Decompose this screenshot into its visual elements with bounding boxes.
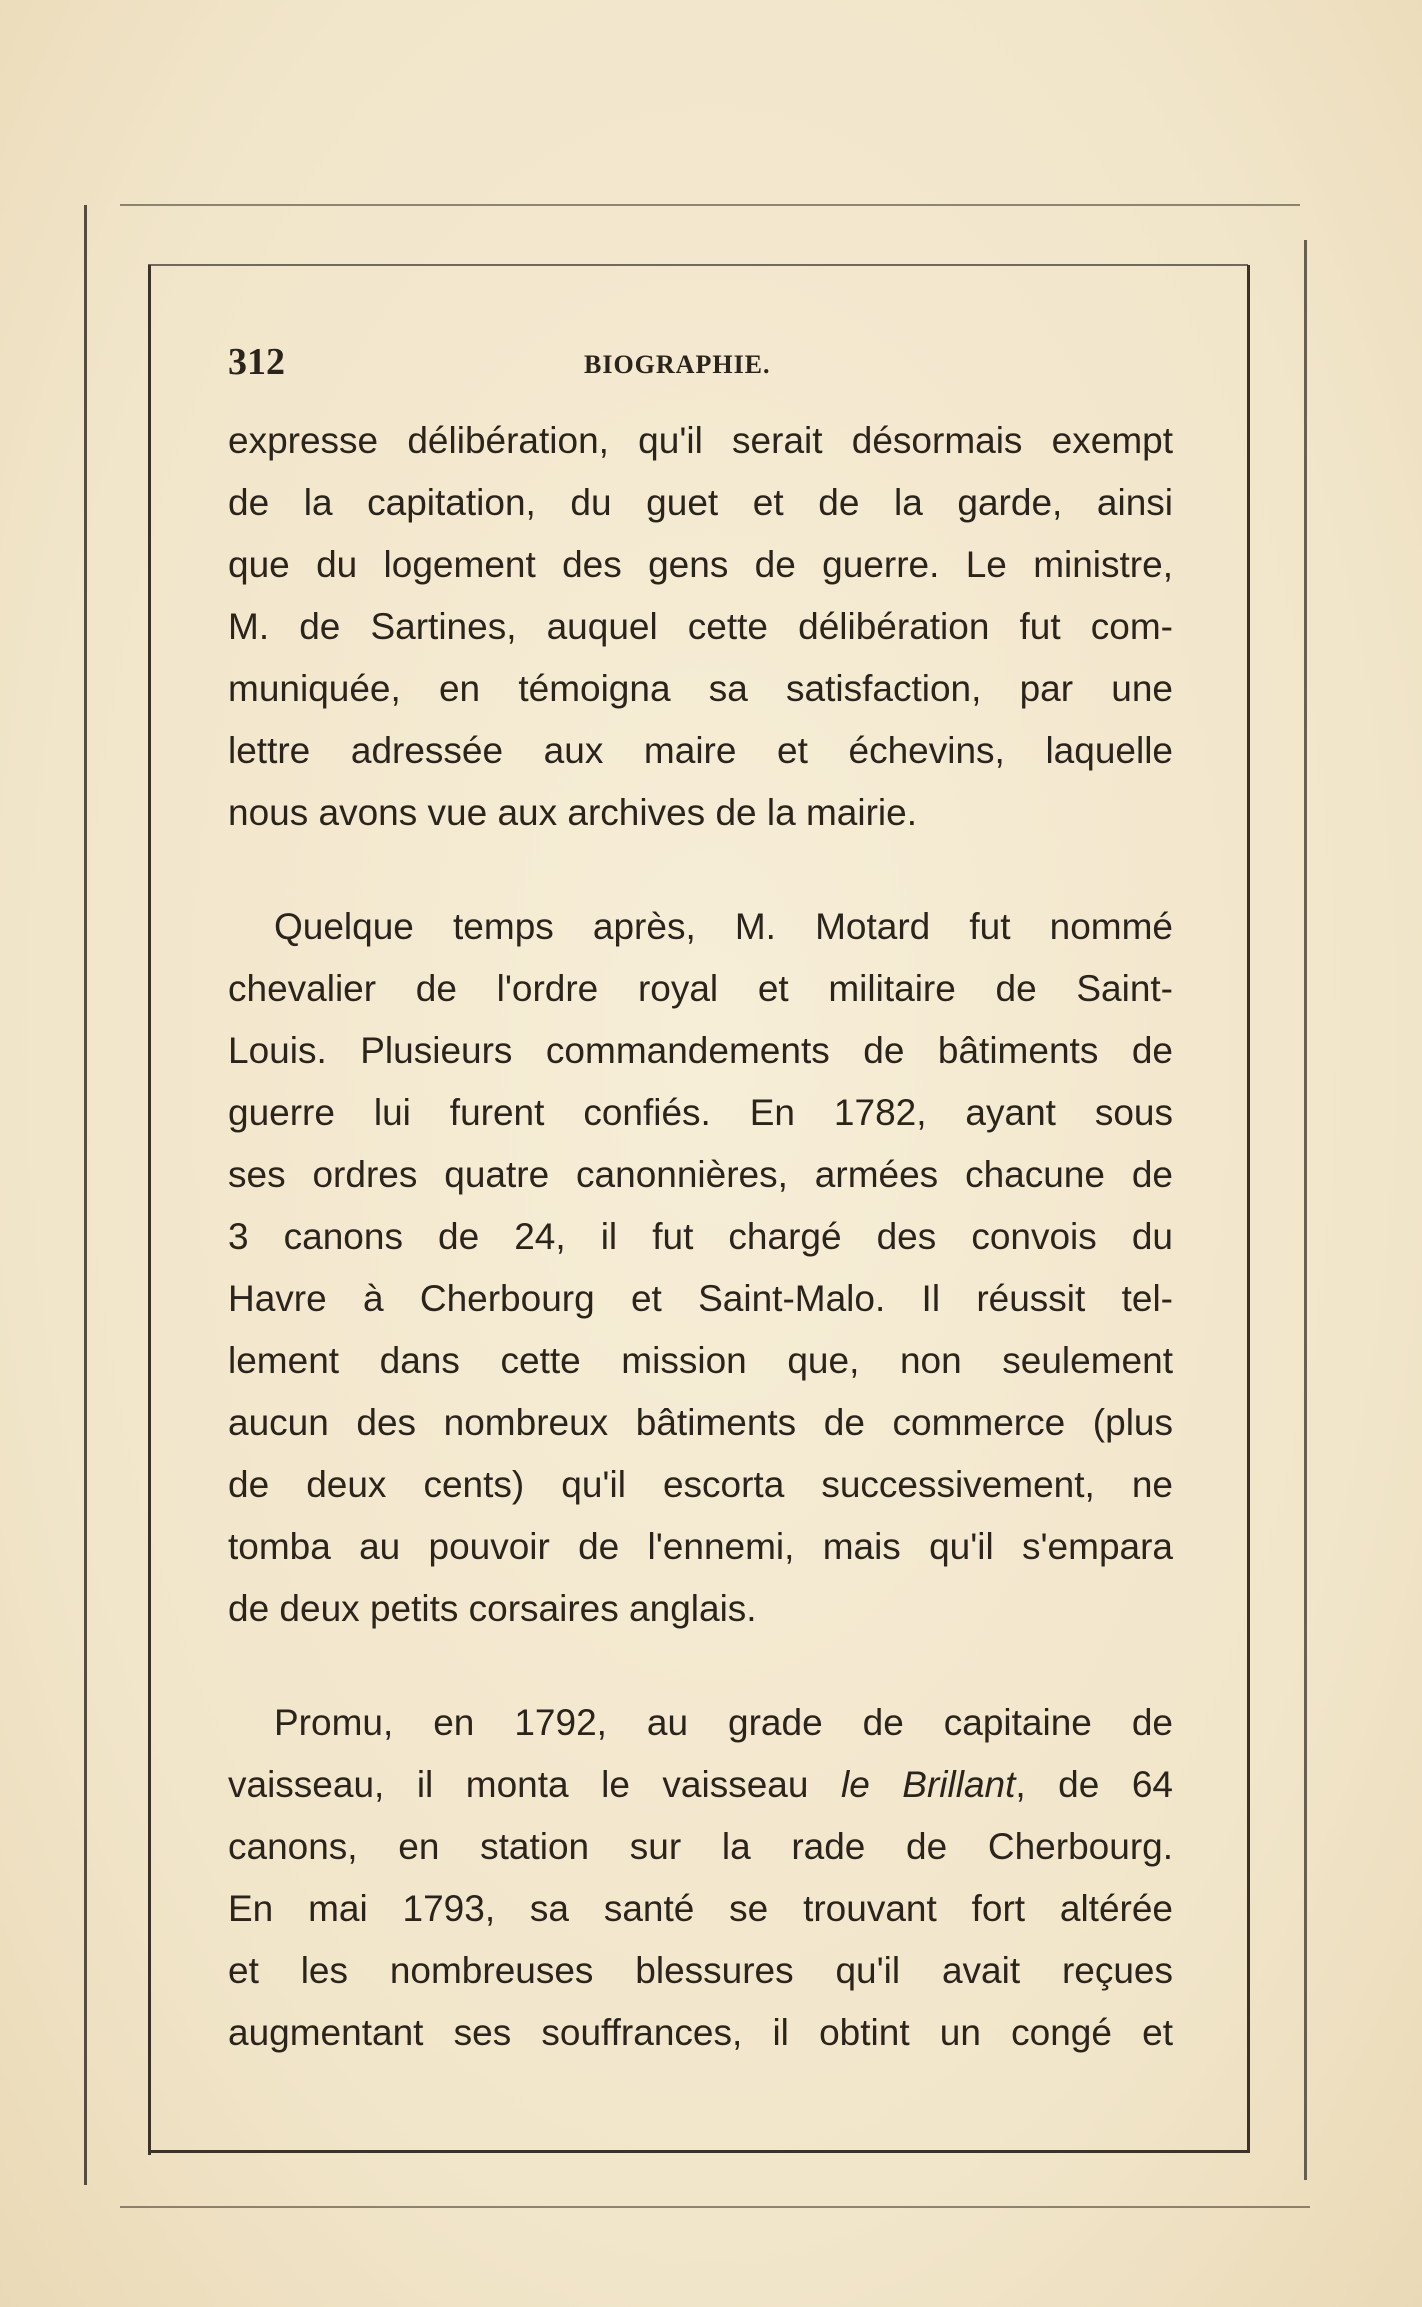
text-line: de deux cents) qu'il escorta successivement, ne [228, 1464, 1173, 1505]
scan-border-right [1304, 240, 1307, 2180]
text-line: de deux petits corsaires anglais. [228, 1588, 757, 1629]
text-segment: vaisseau, il monta le vaisseau [228, 1764, 841, 1805]
text-line: nous avons vue aux archives de la mairie. [228, 792, 917, 833]
page-number: 312 [228, 341, 285, 383]
text-segment: , de 64 [1015, 1764, 1173, 1805]
scan-border-top [120, 204, 1300, 206]
text-line: de la capitation, du guet et de la garde, ainsi [228, 482, 1173, 523]
frame-right [1247, 265, 1250, 2150]
frame-left [148, 265, 151, 2155]
page-header [228, 340, 1173, 390]
text-line: ses ordres quatre canonnières, armées chacune de [228, 1154, 1173, 1195]
scan-border-bottom [120, 2206, 1310, 2208]
running-head: BIOGRAPHIE. [584, 350, 771, 379]
page-body [228, 340, 1173, 2064]
text-line: Promu, en 1792, au grade de capitaine de [274, 1702, 1173, 1743]
text-line: et les nombreuses blessures qu'il avait reçues [228, 1950, 1173, 1991]
scan-border-left [84, 205, 87, 2185]
paragraph-1 [228, 410, 1173, 844]
text-line: augmentant ses souffrances, il obtint un congé et [228, 2012, 1173, 2053]
text-line: muniquée, en témoigna sa satisfaction, par une [228, 668, 1173, 709]
text-line: tomba au pouvoir de l'ennemi, mais qu'il s'empara [228, 1526, 1173, 1567]
text-line: Havre à Cherbourg et Saint-Malo. Il réussit tel- [228, 1278, 1173, 1319]
ship-name: le Brillant [840, 1764, 1016, 1805]
text-line-with-italic [228, 1754, 1173, 1816]
text-line: En mai 1793, sa santé se trouvant fort altérée [228, 1888, 1173, 1929]
paragraph-3 [228, 1692, 1173, 2064]
frame-bottom [150, 2150, 1250, 2153]
text-line: M. de Sartines, auquel cette délibération fut com- [228, 606, 1173, 647]
text-line: Quelque temps après, M. Motard fut nommé [274, 906, 1173, 947]
text-line: que du logement des gens de guerre. Le ministre, [228, 544, 1173, 585]
text-line: chevalier de l'ordre royal et militaire de Saint- [228, 968, 1173, 1009]
text-line: aucun des nombreux bâtiments de commerce (plus [228, 1402, 1173, 1443]
text-line: canons, en station sur la rade de Cherbourg. [228, 1826, 1173, 1867]
text-line: lettre adressée aux maire et échevins, laquelle [228, 730, 1173, 771]
paragraph-2 [228, 896, 1173, 1640]
frame-top [148, 264, 1248, 266]
text-line: lement dans cette mission que, non seulement [228, 1340, 1173, 1381]
text-line: guerre lui furent confiés. En 1782, ayant sous [228, 1092, 1173, 1133]
text-line: Louis. Plusieurs commandements de bâtiments de [228, 1030, 1173, 1071]
text-line: 3 canons de 24, il fut chargé des convois du [228, 1216, 1173, 1257]
text-line: expresse délibération, qu'il serait désormais exempt [228, 420, 1173, 461]
